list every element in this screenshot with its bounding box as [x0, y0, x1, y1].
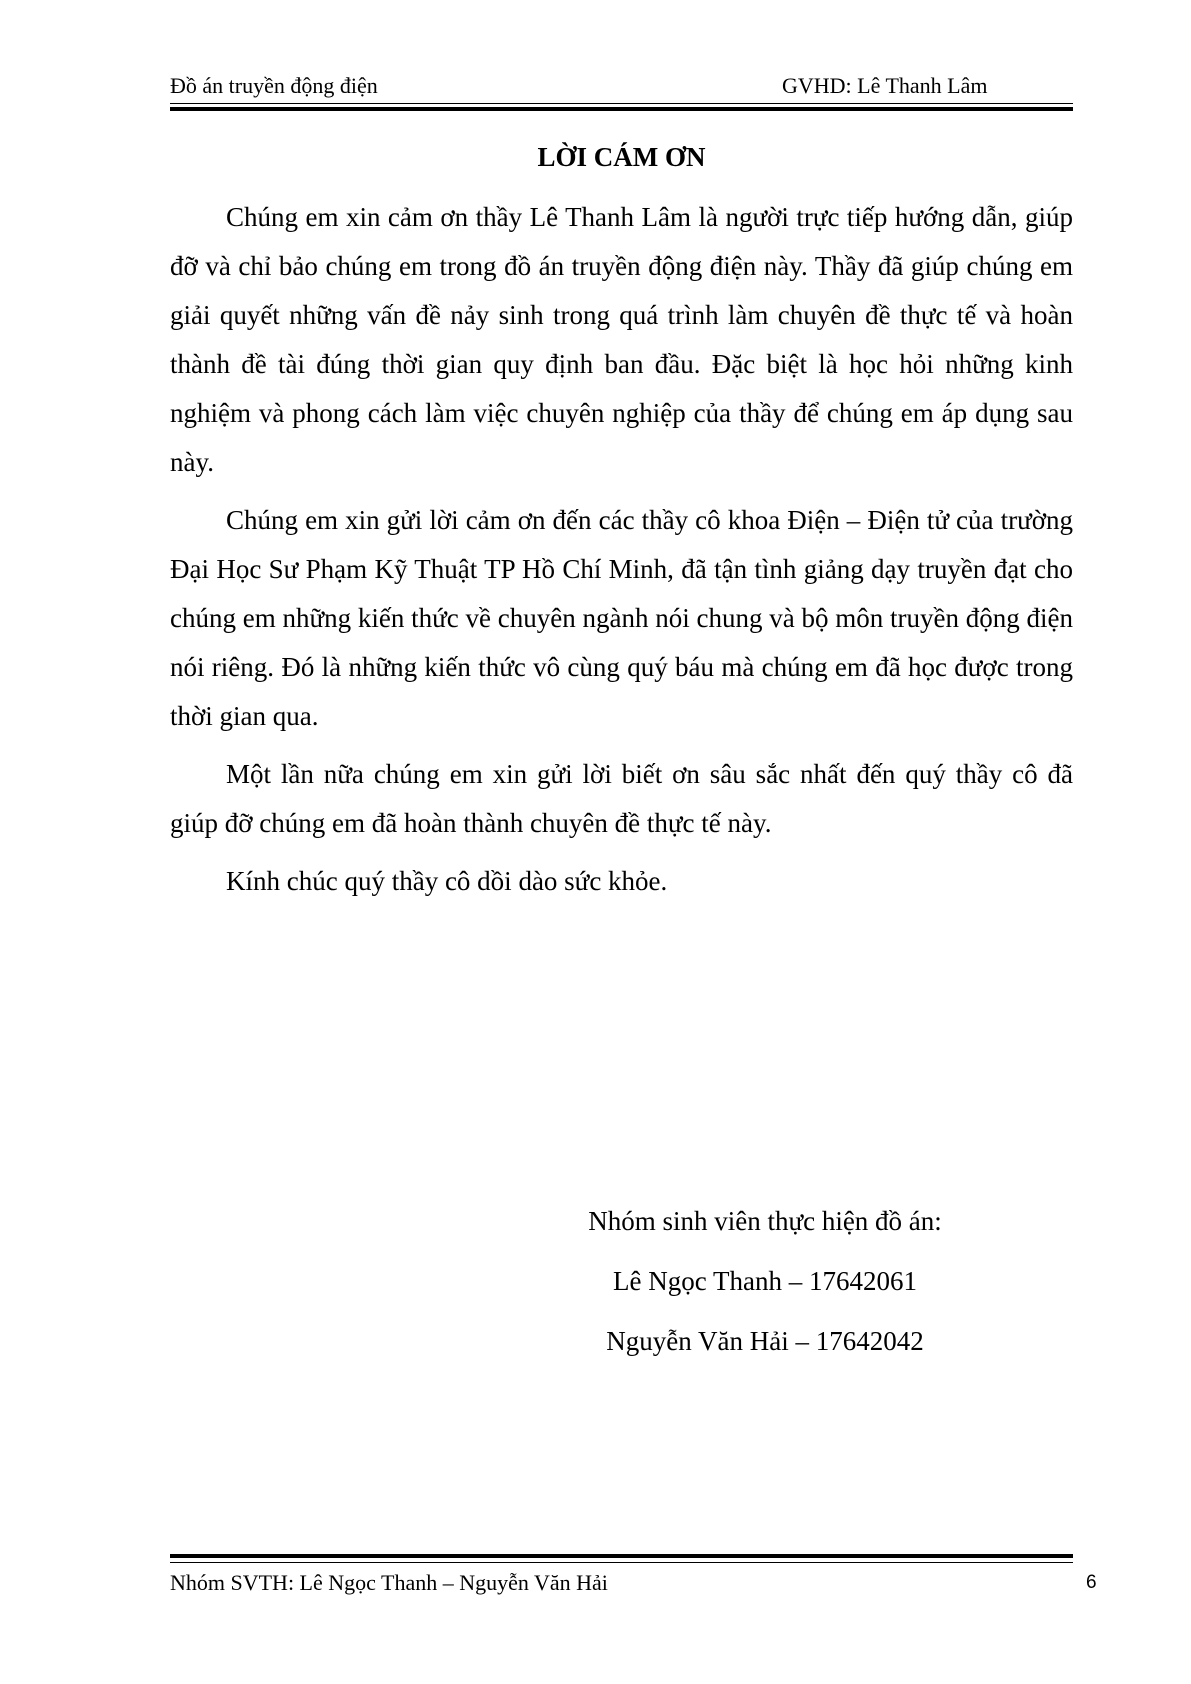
signature-block [580, 1191, 950, 1371]
footer-rule-thin [170, 1562, 1073, 1563]
paragraph: Chúng em xin cảm ơn thầy Lê Thanh Lâm là người trực tiếp hướng dẫn, giúp đỡ và chỉ bảo chúng em trong đồ án truyền động điện này. Thầy đã giúp chúng em giải quyết những vấn đề nảy sinh trong quá trình làm chuyên đề thực tế và hoàn thành đề tài đúng thời gian quy định ban đầu. Đặc biệt là học hỏi những kinh nghiệm và phong cách làm việc chuyên nghiệp của thầy để chúng em áp dụng sau này. [170, 202, 1073, 477]
body-text [170, 193, 1073, 915]
paragraph: Chúng em xin gửi lời cảm ơn đến các thầy cô khoa Điện – Điện tử của trường Đại Học Sư Phạm Kỹ Thuật TP Hồ Chí Minh, đã tận tình giảng dạy truyền đạt cho chúng em những kiến thức về chuyên ngành nói chung và bộ môn truyền động điện nói riêng. Đó là những kiến thức vô cùng quý báu mà chúng em đã học được trong thời gian qua. [170, 505, 1073, 731]
signature-member: Nguyễn Văn Hải – 17642042 [606, 1326, 924, 1356]
header-instructor: GVHD: Lê Thanh Lâm [782, 73, 988, 98]
signature-member: Lê Ngọc Thanh – 17642061 [613, 1266, 917, 1296]
paragraph: Kính chúc quý thầy cô dồi dào sức khỏe. [226, 866, 668, 896]
footer-group-names: Nhóm SVTH: Lê Ngọc Thanh – Nguyễn Văn Hải [170, 1570, 608, 1595]
page-number: 6 [1086, 1572, 1097, 1593]
signature-heading: Nhóm sinh viên thực hiện đồ án: [588, 1206, 942, 1236]
header-rule-thick [170, 107, 1073, 111]
header-course-title: Đồ án truyền động điện [170, 73, 378, 98]
page-title: LỜI CÁM ƠN [537, 142, 706, 172]
header-rule-thin [170, 103, 1073, 104]
footer-rule-thick [170, 1554, 1073, 1558]
paragraph: Một lần nữa chúng em xin gửi lời biết ơn sâu sắc nhất đến quý thầy cô đã giúp đỡ chúng em đã hoàn thành chuyên đề thực tế này. [170, 759, 1073, 838]
